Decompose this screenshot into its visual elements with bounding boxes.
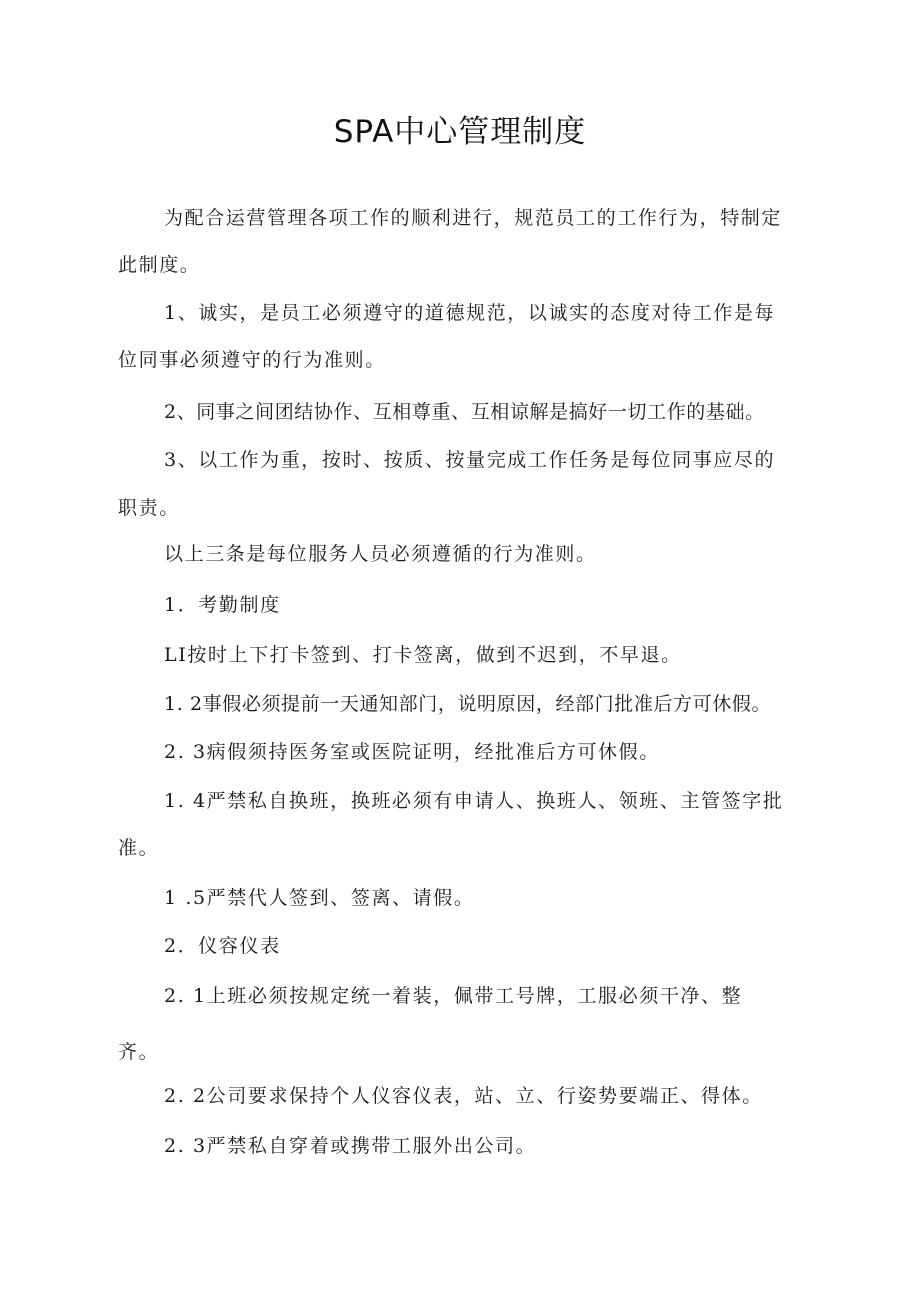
section-1-heading: 1．考勤制度: [164, 594, 281, 616]
item-1-2: 1. 2事假必须提前一天通知部门，说明原因，经部门批准后方可休假。: [164, 693, 772, 715]
item-2-2: 2. 2公司要求保持个人仪容仪表，站、立、行姿势要端正、得体。: [164, 1085, 763, 1107]
item-2-1-line-2: 齐。: [118, 1041, 160, 1063]
rules-summary: 以上三条是每位服务人员必须遵循的行为准则。: [164, 543, 597, 565]
rule-3-line-2: 职责。: [118, 497, 180, 519]
rule-1-line-2: 位同事必须遵守的行为准则。: [118, 349, 386, 371]
document-title: SPA中心管理制度: [333, 114, 587, 150]
item-1-5: 1 .5严禁代人签到、签离、请假。: [164, 887, 475, 909]
section-2-heading: 2．仪容仪表: [164, 935, 281, 957]
rule-3-line-1: 3、以工作为重，按时、按质、按量完成工作任务是每位同事应尽的: [164, 449, 776, 471]
paragraph-intro-line-1: 为配合运营管理各项工作的顺利进行，规范员工的工作行为，特制定: [164, 207, 783, 229]
item-2-3: 2. 3严禁私自穿着或携带工服外出公司。: [164, 1135, 537, 1157]
rule-2-line-1: 2、同事之间团结协作、互相尊重、互相谅解是搞好一切工作的基础。: [164, 401, 765, 423]
paragraph-intro-line-2: 此制度。: [118, 254, 201, 276]
item-1-4-line-2: 准。: [118, 837, 160, 859]
item-1-4-line-1: 1. 4严禁私自换班，换班必须有申请人、换班人、领班、主管签字批: [164, 790, 784, 812]
item-1-3: 2. 3病假须持医务室或医院证明，经批准后方可休假。: [164, 741, 660, 763]
rule-1-line-1: 1、诚实，是员工必须遵守的道德规范，以诚实的态度对待工作是每: [164, 302, 776, 324]
item-2-1-line-1: 2. 1上班必须按规定统一着装，佩带工号牌，工服必须干净、整: [164, 985, 743, 1007]
item-1-1: LI按时上下打卡签到、打卡签离，做到不迟到，不早退。: [164, 644, 682, 666]
